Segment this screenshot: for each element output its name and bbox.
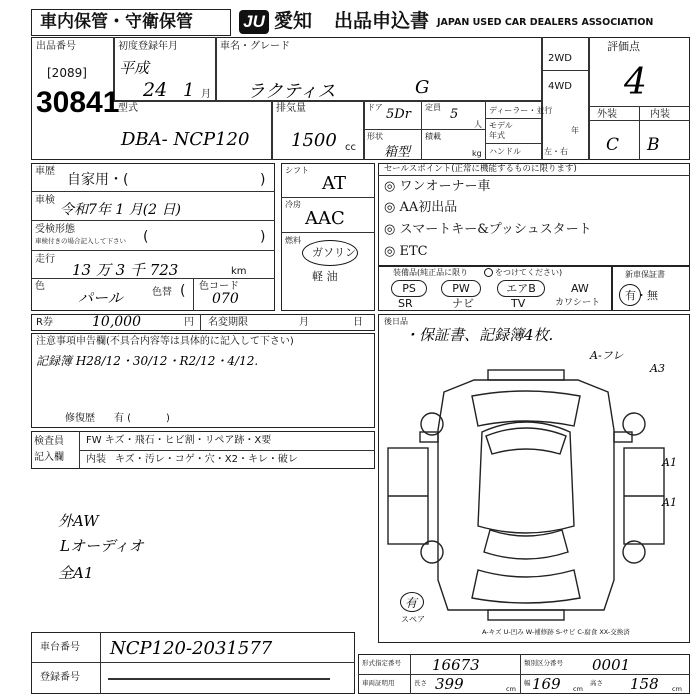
rating-score: 4	[624, 62, 647, 103]
repair-history-label: 修復歴	[65, 413, 95, 424]
repair-history-close: )	[166, 413, 170, 424]
damage-legend: A-キズ U-凹み W-補修跡 S-サビ C-腐食 XX-交換済	[482, 628, 630, 636]
diagram-mark-front: A-フレ	[590, 349, 624, 362]
type-cert-label: 形式指定番号	[362, 659, 401, 667]
equipment-pw: PW	[441, 280, 481, 297]
divider	[215, 37, 217, 100]
model-year-unit: 年	[571, 126, 579, 135]
divider	[31, 662, 355, 663]
sales-point-1: ◎ ワンオーナー車	[384, 179, 491, 194]
handle-options: 左・右	[544, 147, 568, 156]
vehicle-label: 車名・グレード	[220, 41, 290, 52]
height-label: 高さ	[590, 679, 603, 687]
width-label: 幅	[524, 679, 531, 687]
class-label: 類別区分番号	[524, 659, 563, 667]
equipment-circle-mark	[484, 268, 493, 277]
aircon-value: AAC	[305, 208, 345, 229]
displacement-label: 排気量	[276, 103, 306, 114]
mileage-value: 13 万 3 千 723	[72, 261, 179, 279]
rear-bumper	[488, 610, 564, 620]
rating-label: 評価点	[607, 40, 640, 53]
divider	[31, 250, 275, 251]
length-unit: cm	[506, 685, 516, 693]
inspector-label-2: 記入欄	[34, 452, 64, 463]
wheel-front-right	[623, 413, 645, 435]
drive-4wd: 4WD	[548, 81, 572, 92]
repair-history-value: 有 (	[114, 413, 132, 424]
history-close: )	[260, 172, 266, 188]
equipment-aw: AW	[571, 282, 589, 295]
car-top-outline	[438, 380, 614, 610]
car-roof	[478, 422, 574, 533]
divider	[520, 654, 521, 694]
doors-label: ドア	[367, 103, 383, 112]
divider	[639, 106, 640, 160]
divider	[281, 232, 375, 233]
lot-label: 出品番号	[36, 41, 76, 52]
acceptance-close: )	[260, 229, 266, 245]
vehicle-grade: G	[415, 77, 430, 98]
fuel-gasoline-circle	[302, 240, 358, 266]
shape-label: 形状	[367, 132, 383, 141]
divider	[281, 197, 375, 198]
divider	[31, 191, 275, 192]
name-change-month-unit: 月	[299, 317, 309, 328]
car-trunk	[472, 570, 580, 603]
divider	[410, 654, 411, 694]
capacity-value: 5	[450, 107, 459, 122]
dims-label: 車両証明用	[362, 679, 395, 687]
warranty-label: 新車保証書	[625, 270, 665, 279]
post-notes-value: ・保証書、記録簿4枚.	[404, 326, 554, 344]
interior-value: B	[647, 135, 660, 155]
divider	[193, 278, 194, 311]
aircon-label: 冷房	[285, 200, 301, 209]
divider	[421, 100, 422, 160]
sales-point-3: ◎ スマートキー&プッシュスタート	[384, 222, 592, 237]
displacement-value: 1500	[291, 130, 337, 151]
warranty-circle	[619, 284, 641, 306]
sales-point-4: ◎ ETC	[384, 244, 428, 259]
org-english: JAPAN USED CAR DEALERS ASSOCIATION	[437, 17, 654, 28]
sales-point-2-text: AA初出品	[399, 200, 458, 215]
divider	[363, 100, 365, 160]
warranty-value: 有・無	[625, 289, 658, 302]
color-change-value: (	[180, 283, 186, 299]
handwritten-note-1: 外AW	[58, 512, 99, 530]
car-windshield	[486, 428, 566, 454]
diagram-mark-right-1: A1	[662, 456, 677, 469]
name-change-day-unit: 日	[353, 317, 363, 328]
divider	[271, 100, 273, 160]
shape-value: 箱型	[384, 145, 411, 160]
doors-value: 5Dr	[386, 107, 411, 122]
chassis-value: NCP120-2031577	[110, 638, 273, 659]
divider	[485, 118, 541, 119]
registration-era: 平成	[119, 59, 150, 77]
divider	[100, 632, 101, 694]
divider	[541, 37, 543, 160]
model-value: DBA- NCP120	[121, 129, 250, 150]
exterior-value: C	[606, 135, 620, 155]
registration-month-unit: 月	[201, 89, 211, 100]
width-unit: cm	[573, 685, 583, 693]
length-value: 399	[435, 675, 464, 693]
car-condition-diagram	[378, 340, 690, 640]
exterior-label: 外装	[597, 109, 617, 120]
history-label: 車歴	[35, 166, 55, 177]
diagram-mark-right-2: A1	[662, 496, 677, 509]
recycle-value: 10,000	[92, 314, 141, 330]
ju-logo	[239, 10, 269, 34]
color-code-label: 色コード	[199, 281, 239, 292]
wheel-rear-left	[421, 541, 443, 563]
org-name: 愛知	[274, 10, 313, 32]
color-change-label: 色替	[152, 287, 172, 298]
inspection-label: 車検	[35, 195, 55, 206]
load-unit: kg	[472, 149, 482, 158]
equipment-ps: PS	[391, 280, 427, 297]
form-title: 出品申込書	[334, 10, 430, 32]
inspector-row-1: FW キズ・飛石・ヒビ割・リペア跡・X要	[86, 435, 272, 446]
equipment-sr: SR	[398, 297, 413, 310]
capacity-unit: 人	[474, 120, 482, 129]
fuel-label: 燃料	[285, 236, 301, 245]
height-unit: cm	[672, 685, 682, 693]
divider	[541, 70, 588, 71]
notes-label: 注意事項申告欄(不具合内容等は具体的に記入して下さい)	[36, 336, 294, 347]
notes-value: 記録簿 H28/12・30/12・R2/12・4/12.	[36, 354, 259, 368]
capacity-label: 定員	[425, 103, 441, 112]
drive-2wd: 2WD	[548, 53, 572, 64]
mileage-unit: km	[231, 266, 247, 277]
inspector-label: 検査員	[34, 436, 64, 447]
fuel-diesel: 軽 油	[312, 270, 338, 283]
spare-value: 有	[405, 596, 418, 610]
left-mirror	[420, 432, 438, 442]
divider	[31, 220, 275, 221]
lot-number: 30841	[36, 86, 120, 119]
divider	[378, 175, 690, 176]
registration-year: 24	[143, 79, 168, 101]
equipment-tv: TV	[511, 297, 526, 310]
sales-point-2: ◎ AA初出品	[384, 200, 458, 215]
color-value: パール	[78, 289, 123, 307]
registration-month: 1	[183, 80, 195, 101]
car-rear-window	[484, 530, 568, 559]
height-value: 158	[630, 675, 659, 693]
sales-point-3-text: スマートキー&プッシュスタート	[399, 222, 592, 237]
inspector-row-2-label: 内装	[86, 454, 106, 465]
inspector-row-2: キズ・汚レ・コゲ・穴・X2・キレ・破レ	[115, 454, 298, 465]
acceptance-label: 受検形態	[35, 224, 75, 235]
displacement-unit: cc	[345, 142, 356, 153]
length-label: 長さ	[414, 679, 427, 687]
ju-logo-text: JU	[243, 12, 265, 31]
name-change-label: 名変期限	[208, 317, 248, 328]
color-label: 色	[35, 281, 45, 292]
divider	[363, 129, 485, 130]
diagram-mark-corner: A3	[650, 362, 665, 375]
model-year-sub: 年式	[489, 131, 505, 140]
chassis-label: 車台番号	[40, 642, 80, 653]
acceptance-note: 車検付きの場合記入して下さい	[35, 237, 126, 245]
history-value: 自家用・(	[67, 172, 129, 188]
interior-label: 内装	[650, 109, 670, 120]
model-label: 型式	[118, 103, 138, 114]
plate-label: 登録番号	[40, 672, 80, 683]
class-value: 0001	[592, 656, 631, 674]
model-year-label: モデル	[489, 121, 513, 130]
front-bumper	[488, 370, 564, 380]
width-value: 169	[532, 675, 561, 693]
equipment-label-2: をつけてください)	[495, 268, 563, 277]
sales-points-label: セールスポイント(正常に機能するものに限ります)	[384, 164, 577, 174]
recycle-label: R券	[36, 317, 53, 328]
registration-label: 初度登録年月	[118, 41, 178, 52]
shift-value: AT	[322, 173, 347, 194]
divider	[588, 37, 590, 160]
handwritten-note-2: Lオーディオ	[60, 537, 144, 555]
plate-redacted-scribble	[108, 678, 330, 680]
equipment-leather: カワシート	[555, 298, 601, 308]
vehicle-name: ラクティス	[247, 81, 336, 102]
recycle-unit: 円	[184, 317, 194, 328]
handwritten-note-3: 全A1	[58, 564, 94, 582]
color-code-value: 070	[212, 291, 239, 307]
divider	[79, 450, 375, 451]
dealer-label: ディーラー・並行	[489, 106, 553, 115]
shift-label: シフト	[285, 166, 309, 175]
equipment-navi: ナビ	[452, 297, 474, 310]
recycle-block	[31, 314, 375, 331]
inspection-value: 令和7年 1 月(2 日)	[60, 202, 181, 218]
divider	[200, 314, 201, 331]
car-hood	[472, 391, 580, 426]
handle-label: ハンドル	[489, 147, 521, 156]
equipment-label: 装備品(純正品に限り	[393, 268, 469, 277]
post-notes-label: 後日品	[384, 317, 408, 326]
fuel-gasoline: ガソリン	[312, 246, 356, 259]
mileage-label: 走行	[35, 254, 55, 265]
acceptance-value: (	[143, 229, 149, 245]
equipment-airbag: エアB	[497, 280, 545, 297]
sales-point-4-text: ETC	[399, 244, 428, 259]
storage-label: 車内保管・守衛保管	[40, 12, 193, 32]
sales-point-1-text: ワンオーナー車	[399, 179, 491, 194]
divider	[485, 143, 541, 144]
type-cert-value: 16673	[432, 656, 480, 674]
lot-sub-number: [2089]	[47, 66, 87, 80]
spare-label: スペア	[401, 615, 425, 624]
load-label: 積載	[425, 132, 441, 141]
divider	[485, 100, 486, 160]
